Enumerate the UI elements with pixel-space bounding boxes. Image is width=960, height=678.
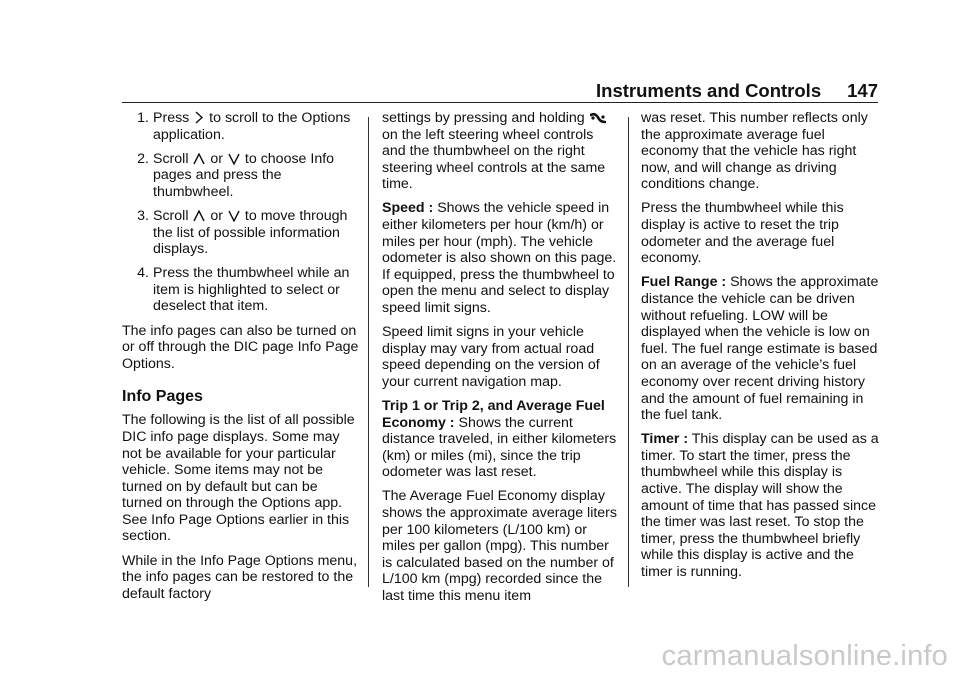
paragraph: Fuel Range : Shows the approximate distance the vehicle can be driven without refueling. LOW will be displayed when the vehicle is low on fuel. The fuel range estimate is based on an average of the vehicle’s fuel economy over recent driving history and the amount of fuel remaining in the fuel tank. bbox=[641, 274, 879, 424]
paragraph: Timer : This display can be used as a timer. To start the timer, press the thumbwheel while this display is active. The display will show the amount of time that has passed since the timer was last reset. To stop the timer, press the thumbwheel briefly while this display is active and the timer is running. bbox=[641, 431, 879, 580]
section-title: Instruments and Controls bbox=[596, 80, 822, 101]
column-1 bbox=[122, 110, 360, 610]
chevron-up-icon bbox=[193, 153, 205, 165]
steps-list bbox=[122, 110, 360, 315]
watermark: carmanualsonline.info bbox=[661, 640, 948, 672]
term-label: Trip 1 or Trip 2, and Average Fuel Economy : bbox=[382, 398, 605, 431]
paragraph: settings by pressing and holding on the left steering wheel controls and the thumbwheel on the right steering wheel controls at the same time. bbox=[382, 110, 606, 193]
paragraph: Speed limit signs in your vehicle display may vary from actual road speed depending on the version of your current navigation map. bbox=[382, 324, 600, 390]
section-heading: Info Pages bbox=[122, 388, 203, 406]
column-divider-2 bbox=[628, 117, 629, 587]
list-item: 4. Press the thumbwheel while an item is highlighted to select or deselect that item. bbox=[137, 265, 350, 315]
steering-wheel-button-icon bbox=[590, 112, 606, 124]
column-divider-1 bbox=[368, 117, 369, 587]
chevron-right-icon bbox=[194, 111, 204, 124]
term-label: Speed : bbox=[382, 200, 434, 217]
chevron-up-icon bbox=[193, 210, 205, 222]
paragraph: The Average Fuel Economy display shows the approximate average liters per 100 kilometers (L/100 km) or miles per gallon (mpg). This number is calculated based on the number of L/100 km (mpg) recorded since the last time this menu item bbox=[382, 488, 618, 605]
paragraph: While in the Info Page Options menu, the info pages can be restored to the default factory bbox=[122, 552, 358, 602]
term-label: Timer : bbox=[641, 431, 689, 448]
paragraph: The info pages can also be turned on or off through the DIC page Info Page Options. bbox=[122, 322, 359, 372]
chevron-down-icon bbox=[228, 153, 240, 165]
list-item: 3. Scroll or to move through the list of possible information displays. bbox=[137, 207, 348, 258]
list-item: 2. Scroll or to choose Info pages and press the thumbwheel. bbox=[137, 150, 335, 200]
page-number: 147 bbox=[847, 80, 878, 101]
header-divider bbox=[122, 102, 878, 103]
paragraph: Trip 1 or Trip 2, and Average Fuel Economy : Shows the current distance traveled, in either kilometers (km) or miles (mi), since the trip odometer was last reset. bbox=[382, 398, 617, 481]
list-item: 1. Press to scroll to the Options application. bbox=[137, 110, 351, 143]
column-3 bbox=[641, 110, 879, 588]
paragraph: Press the thumbwheel while this display is active to reset the trip odometer and the average fuel economy. bbox=[641, 200, 844, 267]
paragraph: Speed : Shows the vehicle speed in either kilometers per hour (km/h) or miles per hour (mph). The vehicle odometer is also shown on this page. If equipped, press the thumbwheel to open the menu and select to display speed limit signs. bbox=[382, 200, 617, 317]
paragraph: The following is the list of all possible DIC info page displays. Some may not be available for your particular vehicle. Some items may not be turned on by default but can be turned on through the Options app. See Info Page Options earlier in this section. bbox=[122, 412, 355, 545]
paragraph: was reset. This number reflects only the approximate average fuel economy that the vehicle has right now, and will change as driving conditions change. bbox=[641, 110, 868, 193]
term-label: Fuel Range : bbox=[641, 274, 727, 291]
column-2 bbox=[382, 110, 620, 612]
chevron-down-icon bbox=[228, 210, 240, 222]
page-header bbox=[595, 80, 878, 102]
